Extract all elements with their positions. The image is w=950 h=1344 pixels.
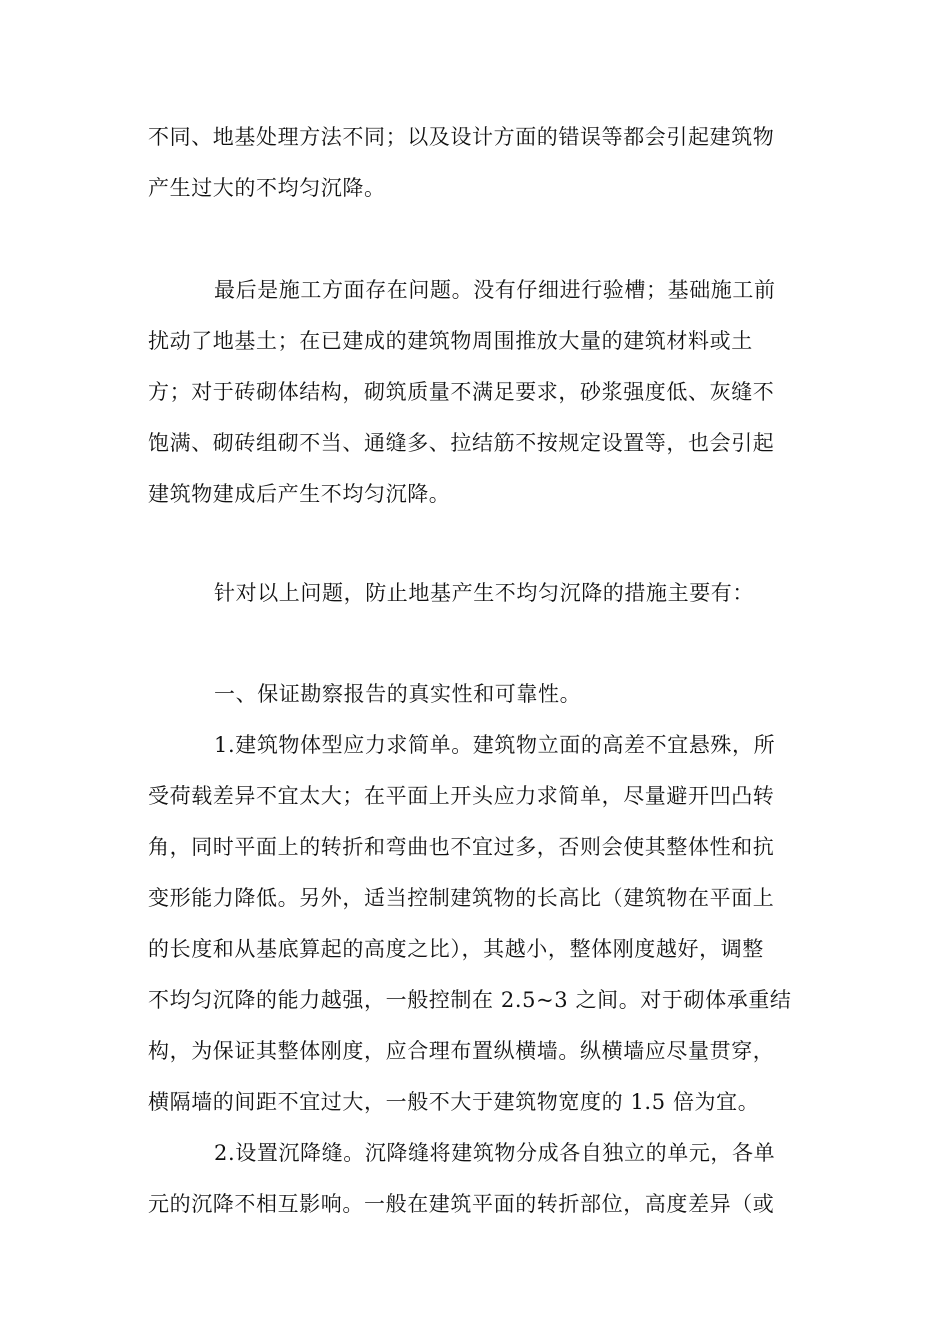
text-line-19: 元的沉降不相互影响。一般在建筑平面的转折部位，高度差异（或: [148, 1192, 775, 1216]
text-line-1: 不同、地基处理方法不同；以及设计方面的错误等都会引起建筑物: [148, 125, 775, 149]
text-line-2: 产生过大的不均匀沉降。: [148, 176, 386, 200]
text-line-17: 横隔墙的间距不宜过大，一般不大于建筑物宽度的 1.5 倍为宜。: [148, 1090, 760, 1114]
text-line-16: 构，为保证其整体刚度，应合理布置纵横墙。纵横墙应尽量贯穿，: [148, 1039, 775, 1063]
text-line-10: 1.建筑物体型应力求简单。建筑物立面的高差不宜悬殊，所: [214, 733, 776, 757]
text-line-8: 针对以上问题，防止地基产生不均匀沉降的措施主要有：: [214, 581, 754, 605]
text-line-7: 建筑物建成后产生不均匀沉降。: [148, 482, 451, 506]
text-line-15: 不均匀沉降的能力越强，一般控制在 2.5~3 之间。对于砌体承重结: [148, 988, 792, 1012]
text-line-11: 受荷载差异不宜太大；在平面上开头应力求简单，尽量避开凹凸转: [148, 784, 775, 808]
text-line-14: 的长度和从基底算起的高度之比），其越小，整体刚度越好，调整: [148, 937, 764, 961]
text-line-6: 饱满、砌砖组砌不当、通缝多、拉结筋不按规定设置等，也会引起: [148, 431, 775, 455]
text-line-5: 方；对于砖砌体结构，砌筑质量不满足要求，砂浆强度低、灰缝不: [148, 380, 775, 404]
text-line-4: 扰动了地基土；在已建成的建筑物周围推放大量的建筑材料或土: [148, 329, 753, 353]
text-line-13: 变形能力降低。另外，适当控制建筑物的长高比（建筑物在平面上: [148, 886, 775, 910]
text-line-12: 角，同时平面上的转折和弯曲也不宜过多，否则会使其整体性和抗: [148, 835, 775, 859]
text-line-9: 一、保证勘察报告的真实性和可靠性。: [214, 682, 582, 706]
text-line-18: 2.设置沉降缝。沉降缝将建筑物分成各自独立的单元，各单: [214, 1141, 776, 1165]
text-line-3: 最后是施工方面存在问题。没有仔细进行验槽；基础施工前: [214, 278, 776, 302]
